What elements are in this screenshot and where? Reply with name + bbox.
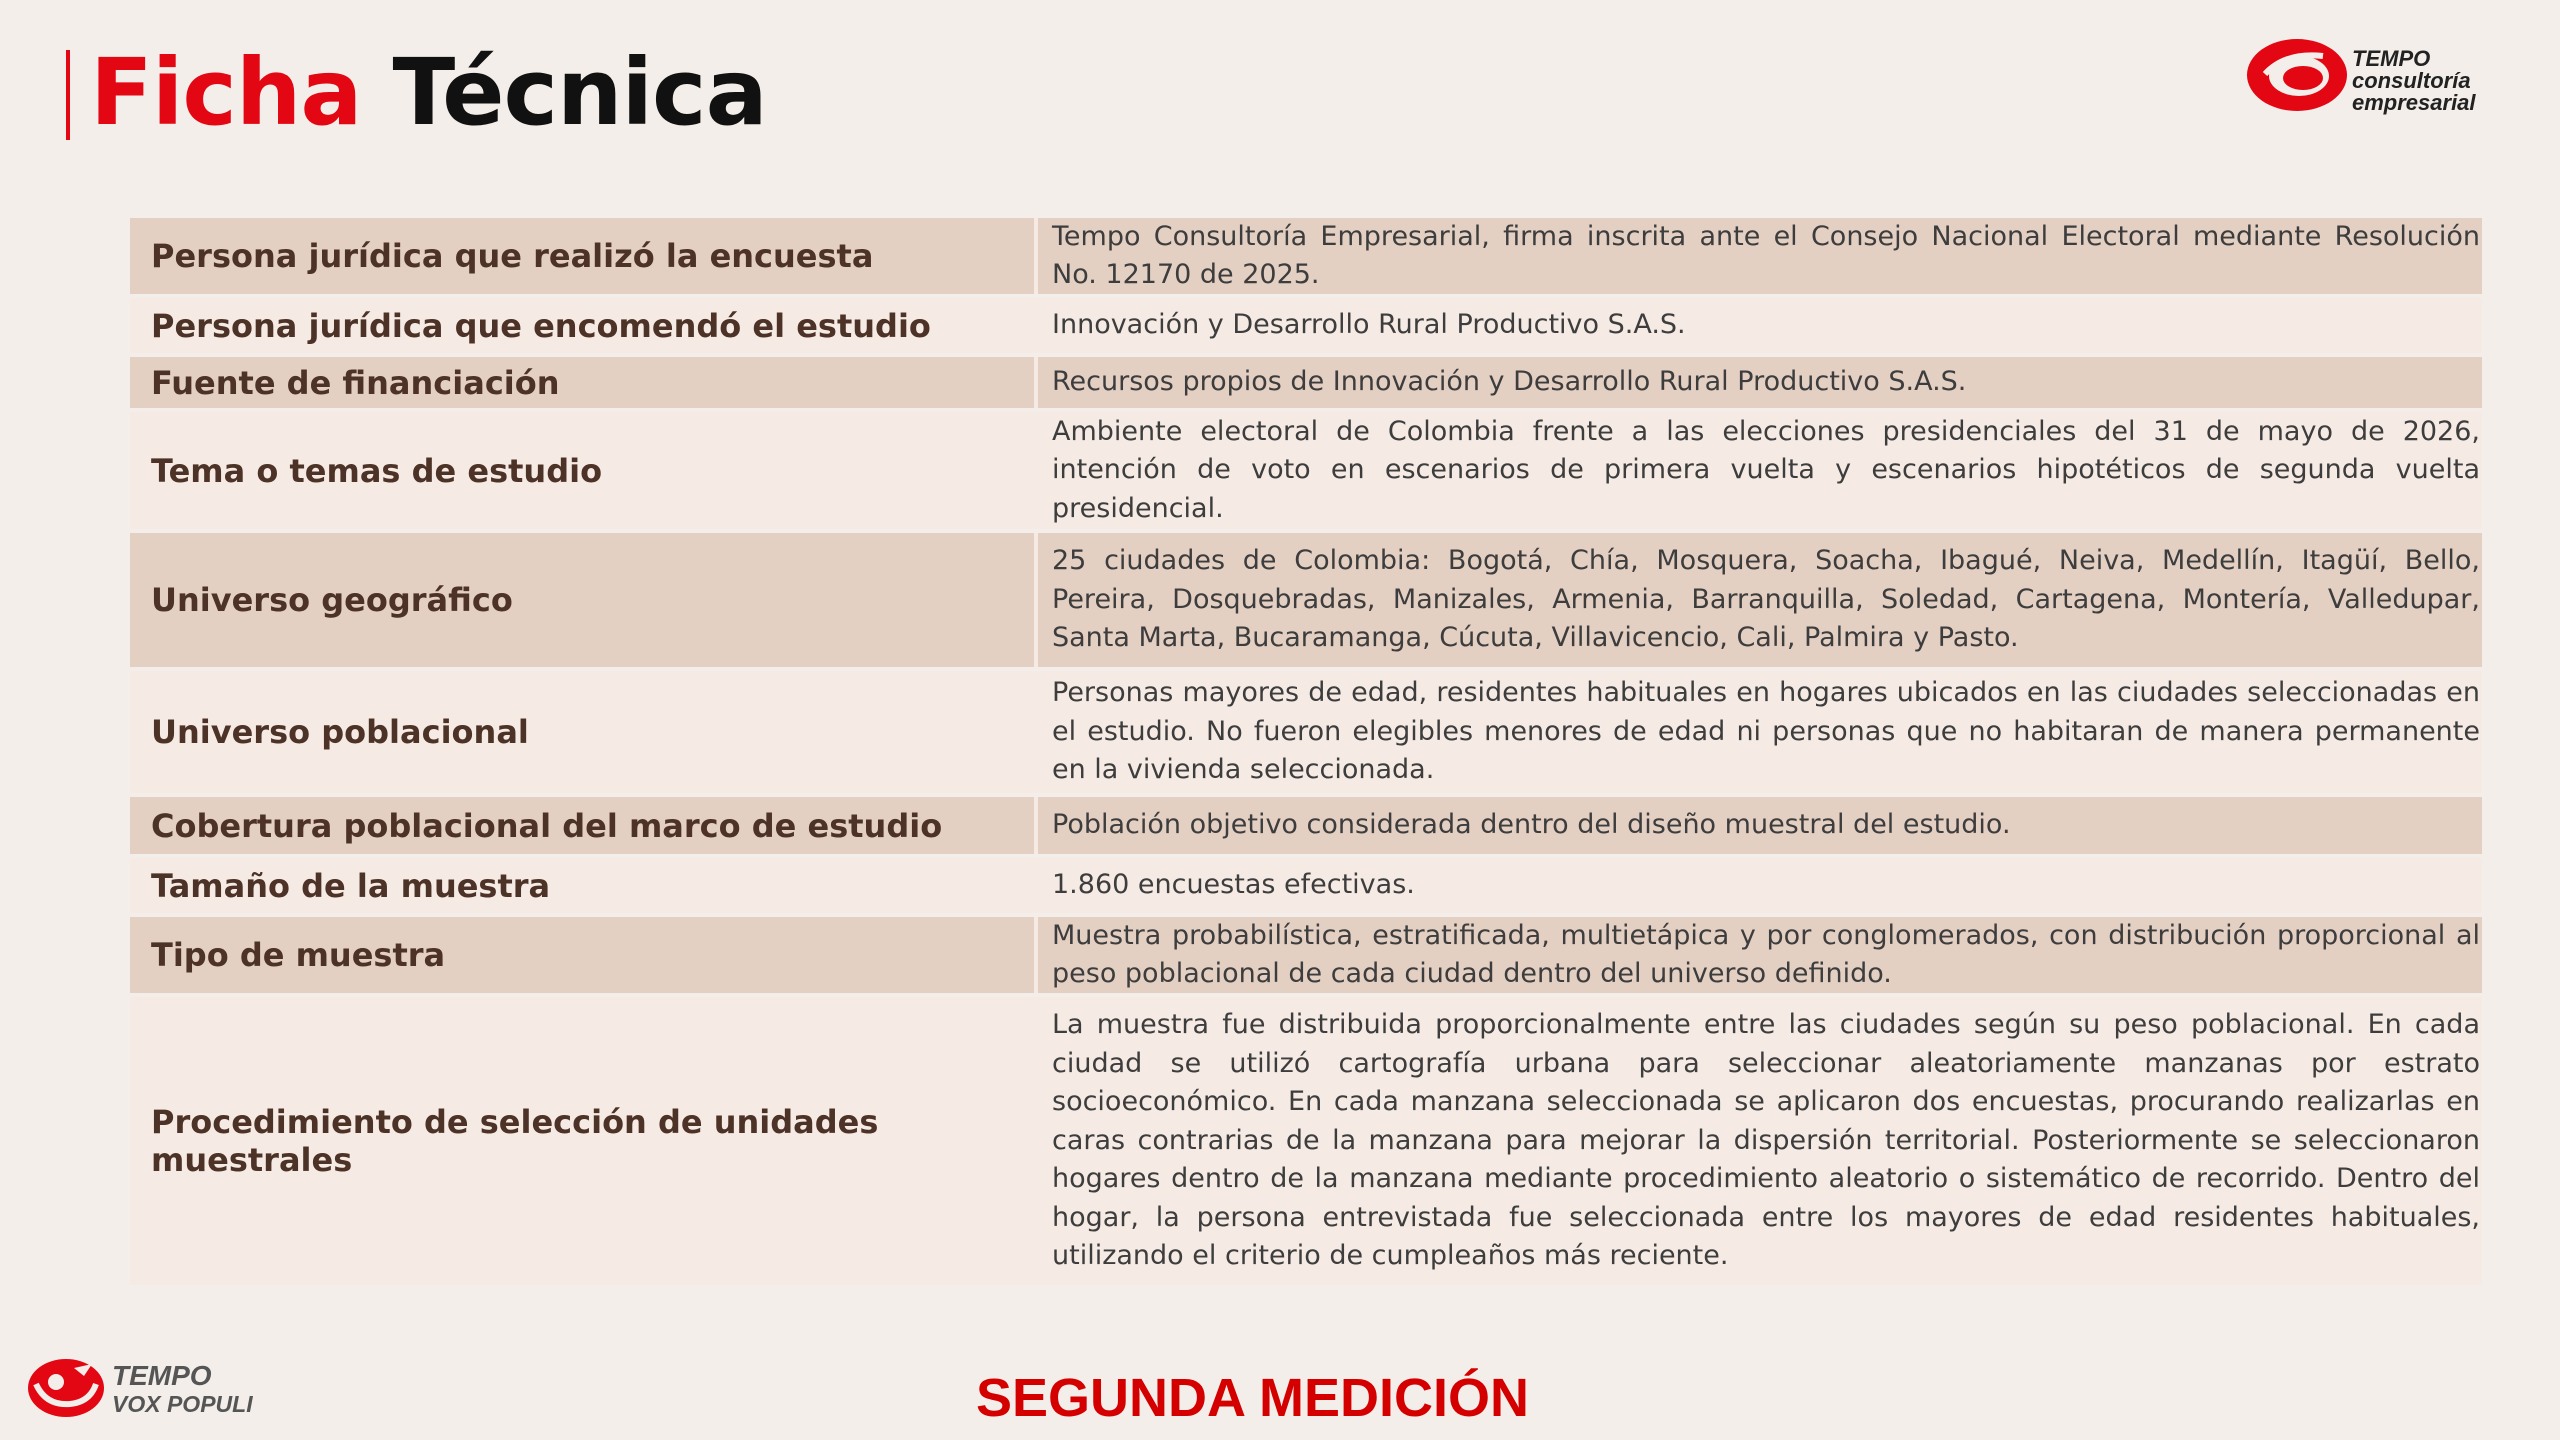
row-value (1038, 917, 2482, 993)
row-value-text: 1.860 encuestas efectivas. (1052, 869, 1415, 901)
technical-sheet-table (130, 218, 2482, 1289)
row-value-text: Población objetivo considerada dentro del diseño muestral del estudio. (1052, 809, 2011, 841)
row-value (1038, 858, 2482, 913)
row-value (1038, 357, 2482, 408)
logo-top-line3: empresarial (2352, 90, 2476, 115)
row-value (1038, 671, 2482, 793)
table-row (130, 671, 2482, 793)
row-value (1038, 797, 2482, 854)
table-row (130, 357, 2482, 408)
row-value-text: 25 ciudades de Colombia: Bogotá, Chía, Mosquera, Soacha, Ibagué, Neiva, Medellín, Itagüí, Bello, Pereira, Dosquebradas, Manizales, Armenia, Barranquilla, Soledad, Cartagena, Montería, Valledupar, Santa Marta, Bucaramanga, Cúcuta, Villavicencio, Cali, Palmira y Pasto. (1052, 545, 2480, 654)
row-value-text: Innovación y Desarrollo Rural Productivo S.A.S. (1052, 309, 1686, 341)
footer-label: SEGUNDA MEDICIÓN (975, 1368, 1530, 1428)
row-label: Cobertura poblacional del marco de estudio (130, 797, 1038, 854)
row-value-text: La muestra fue distribuida proporcionalmente entre las ciudades según su peso poblacional. En cada ciudad se utilizó cartografía urbana para seleccionar aleatoriamente manzanas por estrato socioeconómico. En cada manzana seleccionada se aplicaron dos encuestas, procurando realizarlas en caras contrarias de la manzana para mejorar la dispersión territorial. Posteriormente se seleccionaron hogares dentro de la manzana mediante procedimiento aleatorio o sistemático de recorrido. Dentro del hogar, la persona entrevistada fue seleccionada entre los mayores de edad residentes habituales, utilizando el criterio de cumpleaños más reciente. (1052, 1009, 2480, 1272)
page-title-part1: Ficha (90, 39, 362, 146)
table-row (130, 412, 2482, 529)
table-row (130, 997, 2482, 1285)
row-label: Fuente de financiación (130, 357, 1038, 408)
table-row (130, 917, 2482, 993)
row-label: Persona jurídica que realizó la encuesta (130, 218, 1038, 294)
row-value (1038, 533, 2482, 667)
row-value-text: Muestra probabilística, estratificada, multietápica y por conglomerados, con distribución proporcional al peso poblacional de cada ciudad dentro del universo definido. (1052, 919, 2480, 989)
row-value-text: Tempo Consultoría Empresarial, firma inscrita ante el Consejo Nacional Electoral mediante Resolución No. 12170 de 2025. (1052, 220, 2480, 290)
tempo-swirl-logo-icon (2245, 34, 2349, 116)
table-row (130, 797, 2482, 854)
row-label: Universo poblacional (130, 671, 1038, 793)
row-value-text: Personas mayores de edad, residentes habituales en hogares ubicados en las ciudades seleccionadas en el estudio. No fueron elegibles menores de edad ni personas que no habitaran de manera permanente en la vivienda seleccionada. (1052, 677, 2480, 786)
logo-top-line2: consultoría (2352, 68, 2471, 93)
row-label: Tipo de muestra (130, 917, 1038, 993)
logo-bottom-line1: TEMPO (112, 1360, 212, 1391)
row-label: Procedimiento de selección de unidades muestrales (130, 997, 1038, 1285)
page-title (90, 38, 767, 148)
row-value-text: Ambiente electoral de Colombia frente a las elecciones presidenciales del 31 de mayo de 2026, intención de voto en escenarios de primera vuelta y escenarios hipotéticos de segunda vuelta presidencial. (1052, 415, 2480, 524)
row-value (1038, 412, 2482, 529)
table-row (130, 533, 2482, 667)
title-accent-bar (66, 50, 70, 140)
page-title-part2: Técnica (392, 39, 767, 146)
row-value-text: Recursos propios de Innovación y Desarrollo Rural Productivo S.A.S. (1052, 366, 1967, 398)
logo-top-line1: TEMPO (2352, 46, 2431, 71)
row-label: Tamaño de la muestra (130, 858, 1038, 913)
row-value (1038, 298, 2482, 353)
table-row (130, 298, 2482, 353)
tempo-consultoria-logo (2245, 34, 2495, 124)
table-row (130, 218, 2482, 294)
logo-top-text (2352, 48, 2476, 114)
row-label: Universo geográfico (130, 533, 1038, 667)
row-value (1038, 997, 2482, 1285)
row-label: Tema o temas de estudio (130, 412, 1038, 529)
row-value (1038, 218, 2482, 294)
table-row (130, 858, 2482, 913)
logo-bottom-line2: VOX POPULI (112, 1391, 253, 1417)
row-label: Persona jurídica que encomendó el estudio (130, 298, 1038, 353)
